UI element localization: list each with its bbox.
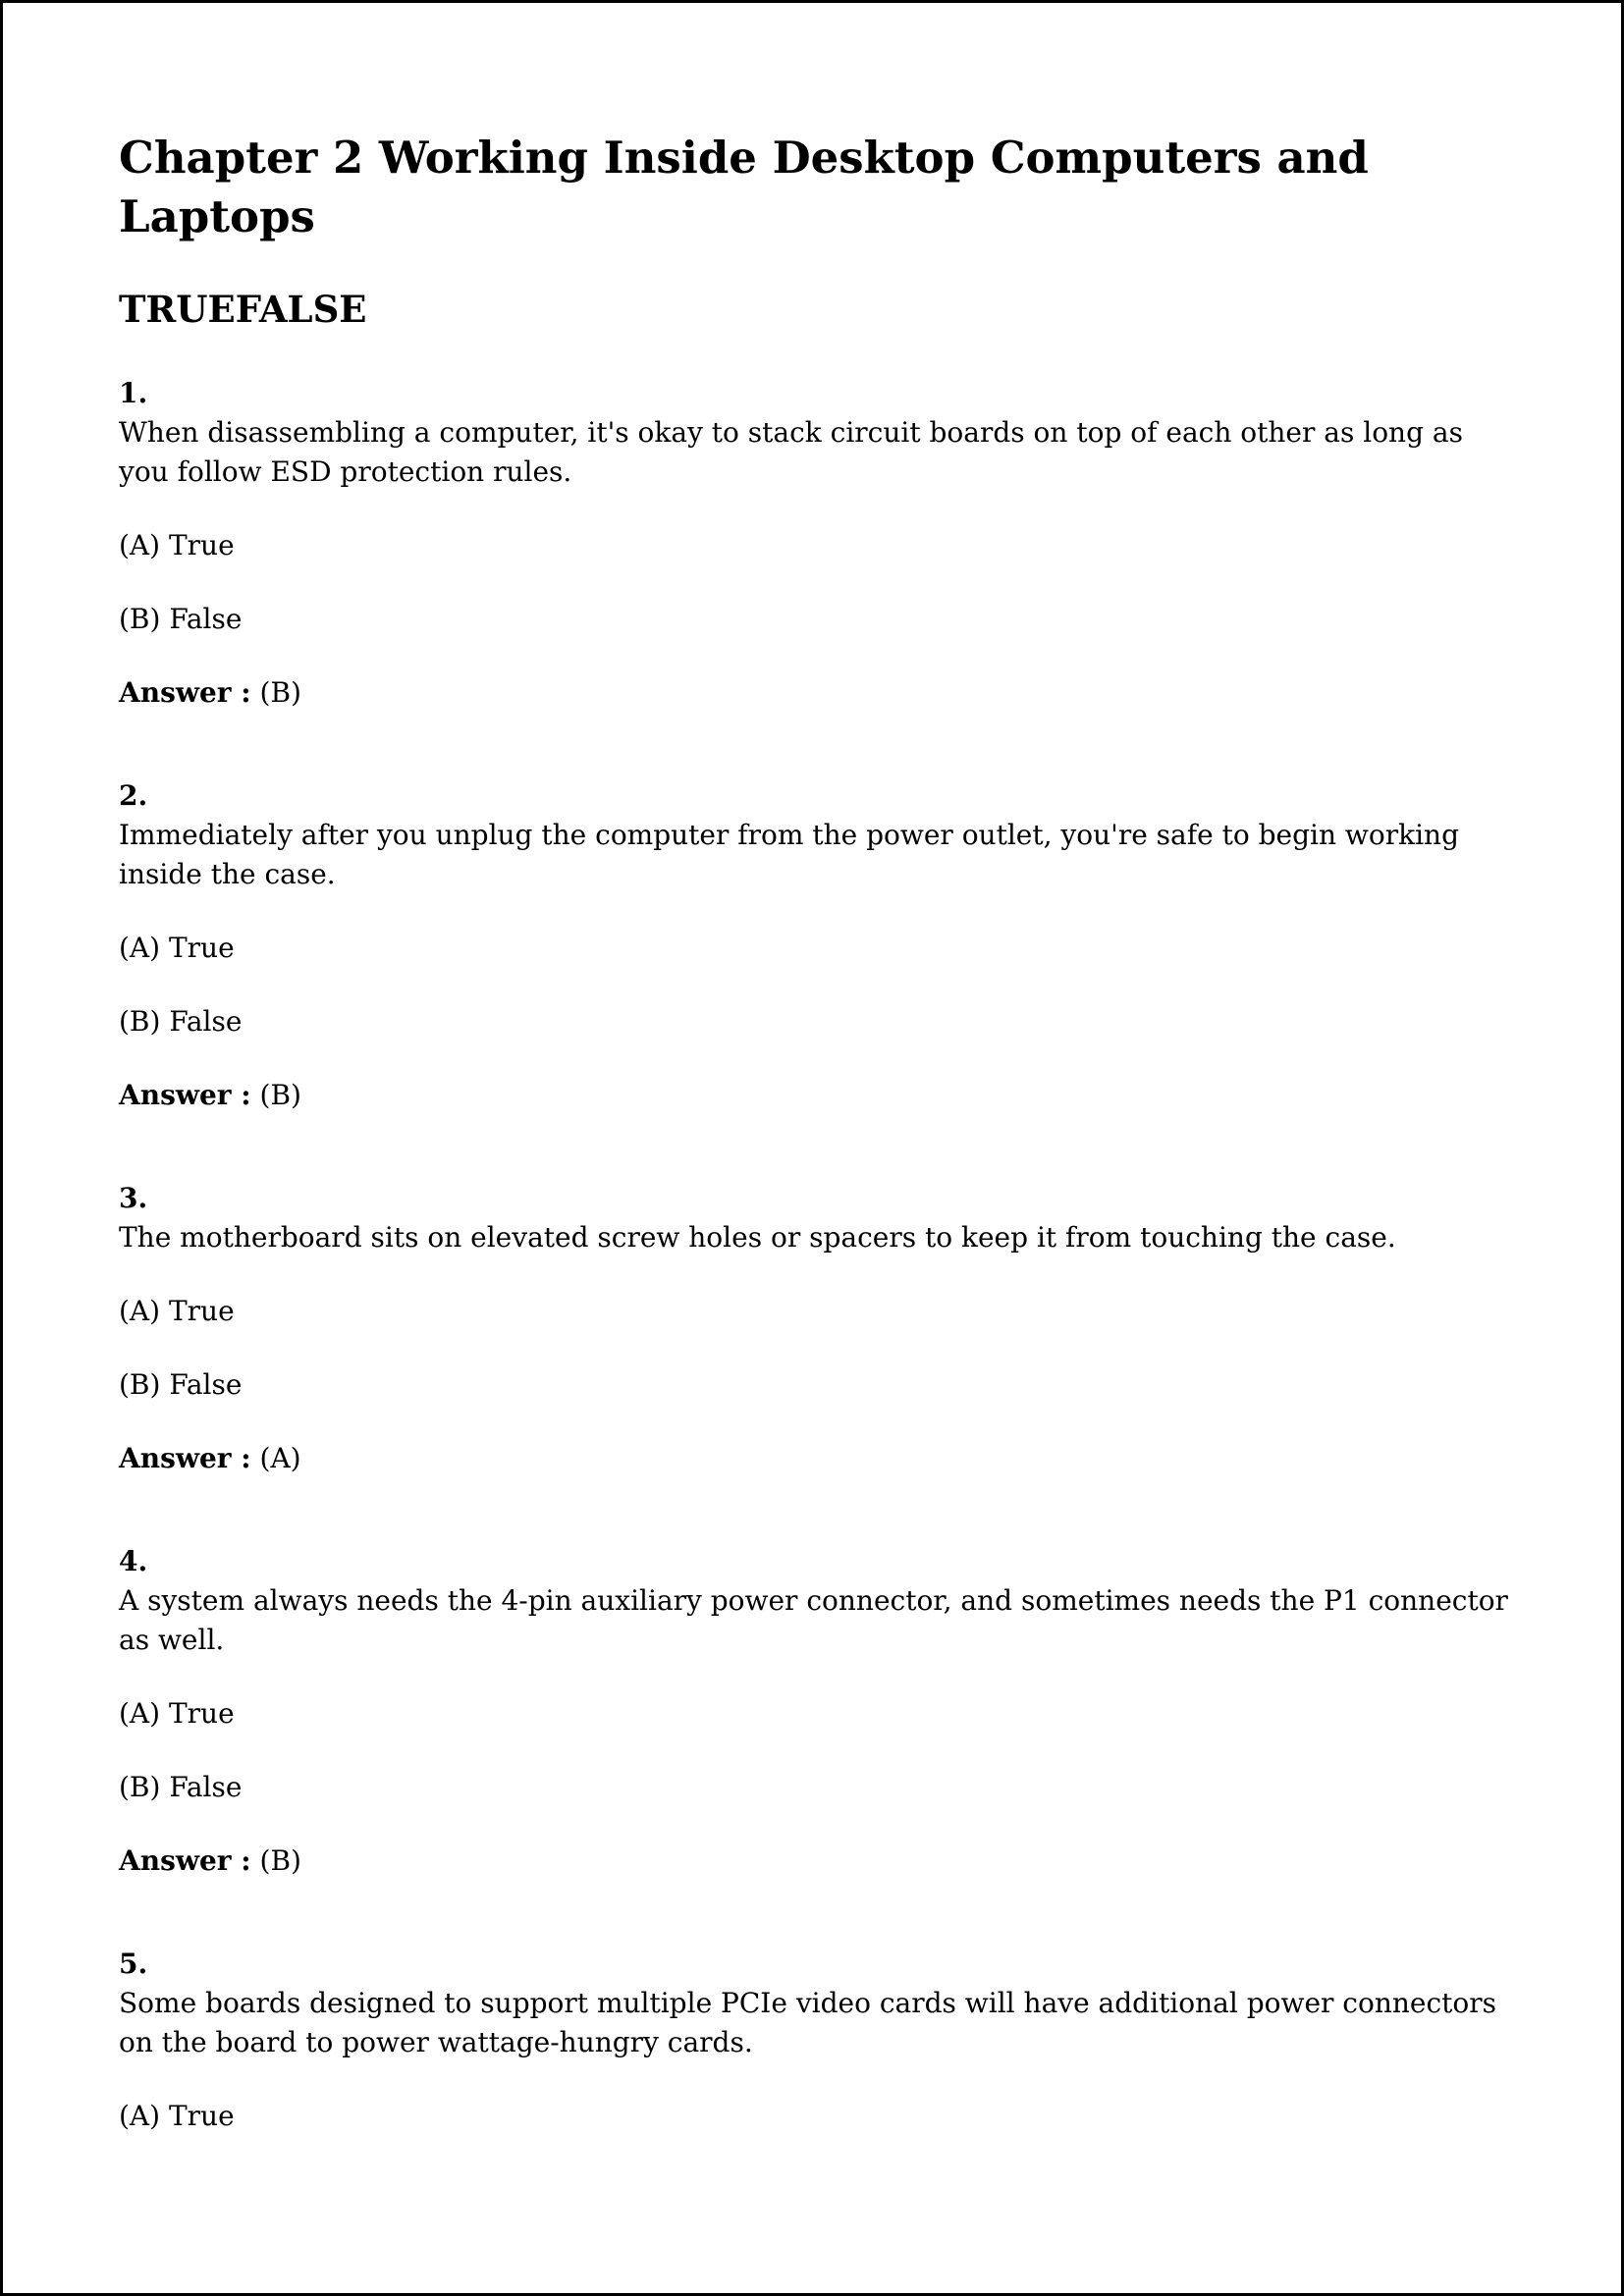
question-number: 2. bbox=[119, 779, 148, 812]
answer-option-a: (A) True bbox=[119, 932, 235, 964]
answer-option-b: (B) False bbox=[119, 603, 243, 635]
question-text: A system always needs the 4-pin auxiliary power connector, and sometimes needs the P1 connector as well. bbox=[119, 1584, 1508, 1656]
answer-value: (B) bbox=[259, 1079, 301, 1111]
document-title: Chapter 2 Working Inside Desktop Computers and Laptops bbox=[119, 132, 1369, 242]
question-number: 5. bbox=[119, 1948, 148, 1980]
answer-value: (A) bbox=[259, 1442, 301, 1474]
answer-line bbox=[119, 1076, 1513, 1115]
question-5 bbox=[119, 1945, 1513, 2136]
question-text: The motherboard sits on elevated screw holes or spacers to keep it from touching the case. bbox=[119, 1221, 1396, 1254]
answer-option-a: (A) True bbox=[119, 529, 235, 561]
question-number: 4. bbox=[119, 1545, 148, 1577]
question-3 bbox=[119, 1179, 1513, 1478]
answer-option-b: (B) False bbox=[119, 1005, 243, 1038]
question-list bbox=[119, 374, 1513, 2136]
question-text: When disassembling a computer, it's okay to stack circuit boards on top of each other as long as you follow ESD protection rules. bbox=[119, 416, 1463, 488]
answer-label: Answer : bbox=[119, 676, 251, 709]
answer-line bbox=[119, 1439, 1513, 1478]
answer-option-a: (A) True bbox=[119, 2100, 235, 2132]
answer-option-a: (A) True bbox=[119, 1295, 235, 1327]
question-number: 1. bbox=[119, 377, 148, 409]
answer-label: Answer : bbox=[119, 1844, 251, 1877]
answer-value: (B) bbox=[259, 1844, 301, 1877]
answer-label: Answer : bbox=[119, 1442, 251, 1474]
question-4 bbox=[119, 1542, 1513, 1881]
section-heading: TRUEFALSE bbox=[119, 288, 367, 331]
answer-label: Answer : bbox=[119, 1079, 251, 1111]
page-content bbox=[119, 129, 1513, 2200]
answer-value: (B) bbox=[259, 676, 301, 709]
question-text: Immediately after you unplug the computer from the power outlet, you're safe to begin working inside the case. bbox=[119, 819, 1459, 890]
question-1 bbox=[119, 374, 1513, 713]
answer-option-b: (B) False bbox=[119, 1771, 243, 1803]
answer-option-b: (B) False bbox=[119, 1368, 243, 1401]
question-text: Some boards designed to support multiple PCIe video cards will have additional power connectors on the board to power wattage-hungry cards. bbox=[119, 1987, 1497, 2058]
question-2 bbox=[119, 776, 1513, 1115]
answer-line bbox=[119, 1842, 1513, 1881]
answer-line bbox=[119, 673, 1513, 713]
question-number: 3. bbox=[119, 1182, 148, 1214]
answer-option-a: (A) True bbox=[119, 1697, 235, 1730]
